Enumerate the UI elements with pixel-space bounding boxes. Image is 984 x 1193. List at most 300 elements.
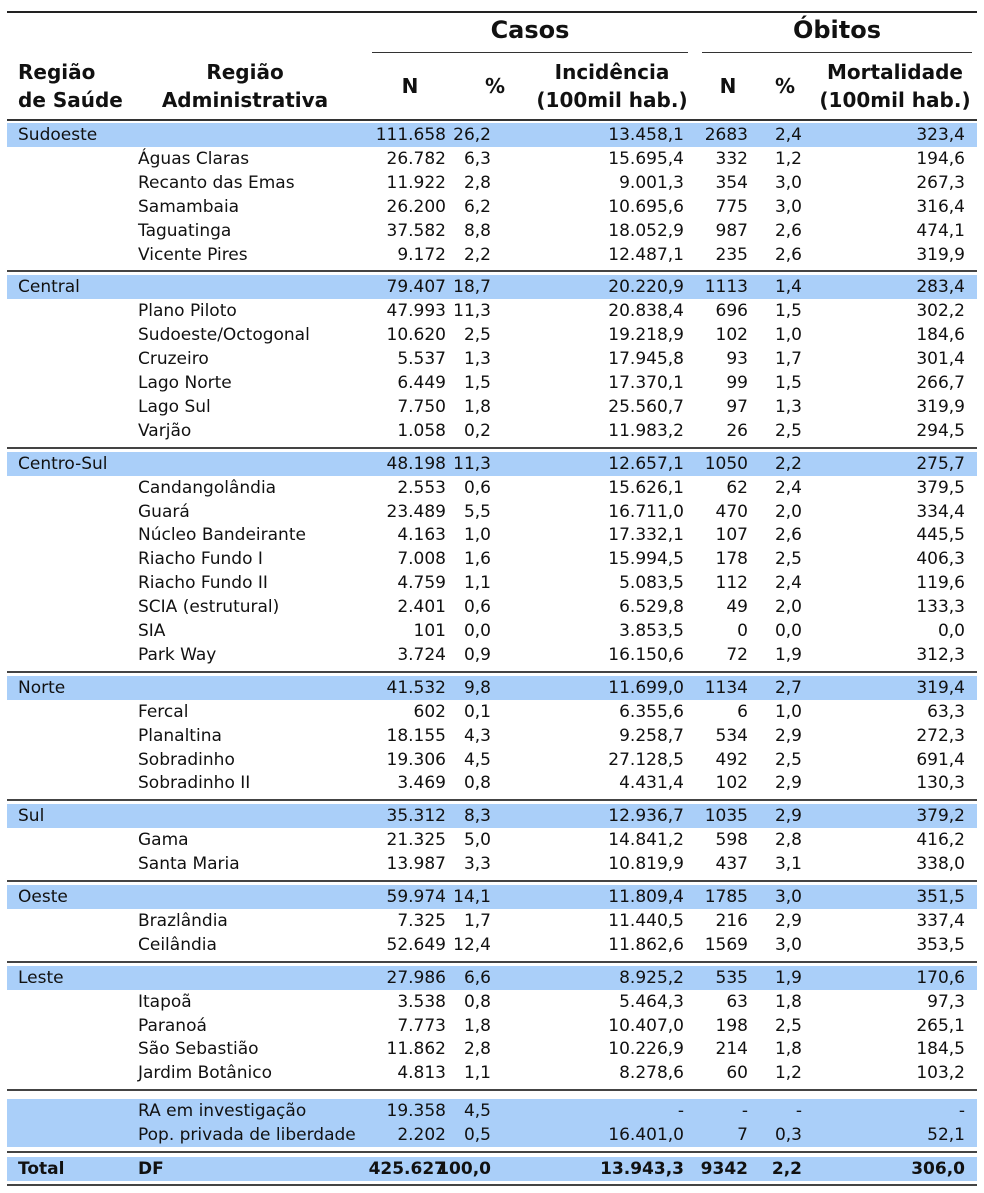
cell-on: 696 [715, 301, 748, 322]
cell-regiao-administrativa: Santa Maria [138, 854, 240, 875]
cell-on: 987 [715, 220, 748, 241]
cell-pct: 26,2 [453, 125, 491, 145]
cell-inc: 11.809,4 [608, 887, 684, 907]
cell-pct: 4,5 [463, 749, 491, 770]
cell-inc: 11.440,5 [608, 910, 684, 931]
cell-on: 492 [715, 749, 748, 770]
group-separator [7, 1184, 977, 1186]
cell-mort: 52,1 [927, 1125, 965, 1146]
cell-on: 102 [715, 773, 748, 794]
cell-n: 11.862 [386, 1039, 446, 1060]
cell-on: 775 [715, 196, 748, 217]
cell-op: 3,0 [774, 887, 802, 907]
table-row [7, 419, 977, 443]
table-row [7, 171, 977, 195]
cell-mort: 0,0 [937, 621, 965, 641]
cell-inc: 15.994,5 [608, 549, 684, 570]
cell-inc: 9.258,7 [619, 725, 684, 746]
cell-on: 107 [715, 525, 748, 546]
cell-on: 1050 [704, 453, 748, 474]
cell-op: 0,3 [774, 1125, 802, 1146]
cell-mort: 267,3 [916, 172, 965, 193]
table-row [7, 243, 977, 267]
cell-n: 13.987 [386, 854, 446, 875]
table-row [7, 1061, 977, 1085]
cell-n: 52.649 [386, 934, 446, 955]
cell-inc: 20.220,9 [608, 277, 684, 298]
cell-op: 1,7 [774, 349, 802, 370]
cell-n: 2.401 [397, 597, 446, 618]
cell-inc: 8.278,6 [619, 1063, 684, 1084]
col-header-mortalidade: Mortalidade (100mil hab.) [819, 60, 971, 112]
cell-inc: 18.052,9 [608, 220, 684, 241]
cell-inc: 25.560,7 [608, 396, 684, 417]
cell-op: 2,5 [774, 749, 802, 770]
cell-pct: 11,3 [453, 453, 491, 474]
cell-on: 178 [715, 549, 748, 570]
table-row [7, 347, 977, 371]
cell-n: 26.200 [386, 196, 446, 217]
cell-inc: 11.862,6 [608, 934, 684, 955]
cell-inc: 6.529,8 [619, 597, 684, 618]
cell-mort: 194,6 [916, 148, 965, 169]
cell-pct: 2,8 [463, 1039, 491, 1060]
cell-on: 112 [715, 573, 748, 594]
cell-on: 470 [715, 501, 748, 522]
cell-regiao-administrativa: Riacho Fundo I [138, 549, 263, 570]
col-header-regiao-saude: Região de Saúde [18, 60, 123, 112]
cell-mort: 319,9 [916, 396, 965, 417]
region-summary-row [7, 885, 977, 909]
cell-op: 0,0 [774, 621, 802, 641]
cell-mort: 445,5 [916, 525, 965, 546]
cell-n: 7.325 [397, 910, 446, 931]
cell-regiao-administrativa: Riacho Fundo II [138, 573, 268, 594]
cell-on: 60 [726, 1063, 748, 1084]
cell-mort: 338,0 [916, 854, 965, 875]
cell-n: 18.155 [386, 725, 446, 746]
cell-inc: 8.925,2 [619, 967, 684, 988]
cell-n: 48.198 [386, 453, 446, 474]
cell-on: 437 [715, 854, 748, 875]
cell-n: 1.058 [397, 420, 446, 441]
cell-pct: 0,5 [463, 1125, 491, 1146]
group-separator [7, 1151, 977, 1153]
cell-pct: 1,1 [463, 573, 491, 594]
cell-op: 3,0 [774, 934, 802, 955]
cell-op: 2,6 [774, 244, 802, 265]
table-row [7, 219, 977, 243]
cell-regiao-administrativa: Gama [138, 830, 189, 851]
cell-pct: 2,8 [463, 172, 491, 193]
col-header-incidencia: Incidência (100mil hab.) [536, 60, 688, 112]
cell-inc: 17.945,8 [608, 349, 684, 370]
cell-mort: 379,2 [916, 806, 965, 827]
cell-n: 11.922 [386, 172, 446, 193]
table-row [7, 1037, 977, 1061]
cell-on: 598 [715, 830, 748, 851]
cell-inc: 9.001,3 [619, 172, 684, 193]
table-row [7, 852, 977, 876]
cell-regiao-administrativa: Sobradinho II [138, 773, 251, 794]
table-row [7, 724, 977, 748]
cell-regiao-administrativa: SCIA (estrutural) [138, 597, 280, 618]
cell-pct: 6,2 [463, 196, 491, 217]
cell-op: 1,9 [774, 644, 802, 665]
cell-op: 2,4 [774, 573, 802, 594]
cell-op: 3,0 [774, 196, 802, 217]
cell-n: 101 [413, 621, 446, 641]
cell-inc: 10.819,9 [608, 854, 684, 875]
cell-on: 534 [715, 725, 748, 746]
table-row [7, 909, 977, 933]
cell-on: 1113 [704, 277, 748, 298]
cell-op: 1,4 [774, 277, 802, 298]
cell-op: 3,0 [774, 172, 802, 193]
cell-op: - [795, 1101, 802, 1122]
cell-mort: 306,0 [911, 1159, 965, 1179]
cell-regiao-saude: Leste [18, 967, 64, 988]
cell-regiao-administrativa: Taguatinga [138, 220, 232, 241]
cell-n: 4.163 [397, 525, 446, 546]
cell-regiao-saude: Sul [18, 806, 45, 827]
region-summary-row [7, 1123, 977, 1147]
table-row [7, 395, 977, 419]
cell-mort: 97,3 [927, 991, 965, 1012]
cell-pct: 14,1 [453, 887, 491, 907]
cell-inc: 10.407,0 [608, 1015, 684, 1036]
table-row [7, 990, 977, 1014]
cell-op: 1,5 [774, 301, 802, 322]
table-row [7, 1014, 977, 1038]
cell-n: 3.469 [397, 773, 446, 794]
cell-inc: 16.401,0 [608, 1125, 684, 1146]
cell-mort: 323,4 [916, 125, 965, 145]
cell-pct: 18,7 [453, 277, 491, 298]
cell-op: 2,2 [774, 453, 802, 474]
cell-n: 3.538 [397, 991, 446, 1012]
cell-mort: 63,3 [927, 701, 965, 722]
cell-regiao-administrativa: Sudoeste/Octogonal [138, 325, 310, 346]
cell-regiao-administrativa: Vicente Pires [138, 244, 248, 265]
cell-on: 1035 [704, 806, 748, 827]
cell-pct: 6,3 [463, 148, 491, 169]
cell-mort: 312,3 [916, 644, 965, 665]
cell-op: 1,0 [774, 325, 802, 346]
cell-regiao-administrativa: Planaltina [138, 725, 222, 746]
cell-inc: 14.841,2 [608, 830, 684, 851]
cell-n: 7.750 [397, 396, 446, 417]
region-summary-row [7, 966, 977, 990]
table-row [7, 595, 977, 619]
cell-mort: 272,3 [916, 725, 965, 746]
cell-pct: 1,0 [463, 525, 491, 546]
cell-n: 7.008 [397, 549, 446, 570]
group-separator [7, 270, 977, 272]
cell-regiao-saude: Central [18, 277, 80, 298]
cell-inc: 20.838,4 [608, 301, 684, 322]
region-summary-row [7, 1099, 977, 1123]
cell-regiao-administrativa: Paranoá [138, 1015, 207, 1036]
cell-on: 93 [726, 349, 748, 370]
cell-inc: 12.657,1 [608, 453, 684, 474]
table-row [7, 643, 977, 667]
cell-regiao-saude: Sudoeste [18, 125, 98, 145]
region-summary-row [7, 804, 977, 828]
cell-mort: 334,4 [916, 501, 965, 522]
cell-inc: 15.695,4 [608, 148, 684, 169]
cell-pct: 1,3 [463, 349, 491, 370]
cell-inc: 12.936,7 [608, 806, 684, 827]
cell-regiao-administrativa: DF [138, 1159, 164, 1179]
group-separator [7, 671, 977, 673]
cell-regiao-saude: Centro-Sul [18, 453, 108, 474]
col-header-obitos-n: N [719, 74, 737, 98]
cell-inc: 16.150,6 [608, 644, 684, 665]
header-bottom-rule [7, 119, 977, 121]
cell-pct: 0,6 [463, 477, 491, 498]
cell-inc: 15.626,1 [608, 477, 684, 498]
cell-inc: 10.695,6 [608, 196, 684, 217]
cell-on: 1785 [704, 887, 748, 907]
cell-pct: 12,4 [453, 934, 491, 955]
cell-op: 2,8 [774, 830, 802, 851]
cell-n: 111.658 [375, 125, 446, 145]
cell-mort: 103,2 [916, 1063, 965, 1084]
cell-on: 354 [715, 172, 748, 193]
total-row [7, 1157, 977, 1181]
cell-pct: 100,0 [437, 1159, 491, 1179]
cell-on: 9342 [700, 1159, 748, 1179]
cell-pct: 1,1 [463, 1063, 491, 1084]
cell-inc: 17.370,1 [608, 373, 684, 393]
cell-op: 2,4 [774, 477, 802, 498]
cell-mort: 265,1 [916, 1015, 965, 1036]
region-summary-row [7, 452, 977, 476]
cell-mort: 337,4 [916, 910, 965, 931]
cell-inc: 3.853,5 [619, 621, 684, 641]
cell-regiao-administrativa: Águas Claras [138, 148, 250, 169]
table-row [7, 476, 977, 500]
group-separator [7, 961, 977, 963]
cell-pct: 1,5 [463, 373, 491, 393]
cell-op: 1,2 [774, 148, 802, 169]
cell-regiao-administrativa: Guará [138, 501, 190, 522]
table-row [7, 323, 977, 347]
cell-inc: 13.458,1 [608, 125, 684, 145]
cell-on: 535 [715, 967, 748, 988]
table-row [7, 571, 977, 595]
cell-inc: 4.431,4 [619, 773, 684, 794]
cell-mort: 302,2 [916, 301, 965, 322]
table-row [7, 299, 977, 323]
cell-n: 5.537 [397, 349, 446, 370]
cell-pct: 0,2 [463, 420, 491, 441]
cell-regiao-administrativa: Núcleo Bandeirante [138, 525, 306, 546]
cell-inc: 5.083,5 [619, 573, 684, 594]
cell-op: 2,5 [774, 420, 802, 441]
cell-regiao-saude: Oeste [18, 887, 68, 907]
cell-regiao-administrativa: Sobradinho [138, 749, 235, 770]
cell-n: 4.759 [397, 573, 446, 594]
cell-regiao-administrativa: Lago Sul [138, 396, 211, 417]
cell-on: 7 [737, 1125, 748, 1146]
cell-regiao-administrativa: Samambaia [138, 196, 240, 217]
cell-op: 2,7 [774, 677, 802, 698]
cell-on: 1569 [704, 934, 748, 955]
cell-pct: 1,8 [463, 396, 491, 417]
cell-mort: 130,3 [916, 773, 965, 794]
cell-regiao-administrativa: Plano Piloto [138, 301, 237, 322]
region-summary-row [7, 676, 977, 700]
cell-regiao-administrativa: Lago Norte [138, 373, 232, 393]
cell-pct: 11,3 [453, 301, 491, 322]
cell-n: 6.449 [397, 373, 446, 393]
cell-mort: 283,4 [916, 277, 965, 298]
cell-pct: 1,6 [463, 549, 491, 570]
group-separator [7, 1089, 977, 1091]
cell-inc: 12.487,1 [608, 244, 684, 265]
table-row [7, 147, 977, 171]
cell-op: 1,5 [774, 373, 802, 393]
cell-inc: 10.226,9 [608, 1039, 684, 1060]
cell-mort: 406,3 [916, 549, 965, 570]
cell-pct: 1,7 [463, 910, 491, 931]
table-row [7, 748, 977, 772]
cell-mort: 184,6 [916, 325, 965, 346]
table-top-rule [7, 11, 977, 13]
cell-regiao-administrativa: Candangolândia [138, 477, 277, 498]
cell-regiao-administrativa: Varjão [138, 420, 192, 441]
cell-n: 19.306 [386, 749, 446, 770]
cell-n: 4.813 [397, 1063, 446, 1084]
group-separator [7, 880, 977, 882]
cell-pct: 2,2 [463, 244, 491, 265]
cell-n: 37.582 [386, 220, 446, 241]
cell-pct: 6,6 [463, 967, 491, 988]
cell-regiao-saude: Norte [18, 677, 66, 698]
cell-regiao-administrativa: Ceilândia [138, 934, 217, 955]
cell-regiao-administrativa: Cruzeiro [138, 349, 209, 370]
cell-on: 62 [726, 477, 748, 498]
cell-op: 3,1 [774, 854, 802, 875]
cell-mort: 275,7 [916, 453, 965, 474]
cell-op: 1,9 [774, 967, 802, 988]
col-header-obitos-pct: % [774, 74, 796, 98]
table-row [7, 933, 977, 957]
cell-n: 41.532 [386, 677, 446, 698]
cell-n: 23.489 [386, 501, 446, 522]
cell-pct: 4,3 [463, 725, 491, 746]
cell-on: 63 [726, 991, 748, 1012]
cell-inc: 17.332,1 [608, 525, 684, 546]
cell-on: 216 [715, 910, 748, 931]
cell-pct: 8,3 [463, 806, 491, 827]
cell-mort: 474,1 [916, 220, 965, 241]
cell-n: 9.172 [397, 244, 446, 265]
cell-op: 2,5 [774, 549, 802, 570]
table-row [7, 500, 977, 524]
group-header-casos: Casos [490, 16, 570, 44]
cell-regiao-administrativa: Recanto das Emas [138, 172, 295, 193]
cell-n: 79.407 [386, 277, 446, 298]
cell-pct: 5,5 [463, 501, 491, 522]
cell-pct: 4,5 [463, 1101, 491, 1122]
table-row [7, 195, 977, 219]
cell-pct: 0,9 [463, 644, 491, 665]
cell-regiao-administrativa: Pop. privada de liberdade [138, 1125, 356, 1146]
cell-n: 7.773 [397, 1015, 446, 1036]
group-header-obitos: Óbitos [792, 16, 882, 44]
cell-on: 214 [715, 1039, 748, 1060]
cell-n: 59.974 [386, 887, 446, 907]
group-rule-obitos [702, 52, 972, 53]
cell-mort: 301,4 [916, 349, 965, 370]
cell-op: 2,5 [774, 1015, 802, 1036]
cell-on: 97 [726, 396, 748, 417]
cell-regiao-administrativa: SIA [138, 621, 166, 641]
table-row [7, 547, 977, 571]
cell-mort: 319,4 [916, 677, 965, 698]
cell-n: 26.782 [386, 148, 446, 169]
cell-op: 1,8 [774, 1039, 802, 1060]
cell-on: 72 [726, 644, 748, 665]
cell-op: 1,2 [774, 1063, 802, 1084]
cell-inc: 13.943,3 [600, 1159, 684, 1179]
cell-pct: 1,8 [463, 1015, 491, 1036]
cell-mort: 353,5 [916, 934, 965, 955]
cell-regiao-administrativa: Itapoã [138, 991, 192, 1012]
cell-n: 2.553 [397, 477, 446, 498]
cell-n: 2.202 [397, 1125, 446, 1146]
col-header-casos-n: N [401, 74, 419, 98]
cell-n: 19.358 [386, 1101, 446, 1122]
cell-n: 35.312 [386, 806, 446, 827]
cell-inc: 11.983,2 [608, 420, 684, 441]
cell-op: 1,8 [774, 991, 802, 1012]
col-header-casos-pct: % [484, 74, 506, 98]
cell-op: 2,9 [774, 725, 802, 746]
cell-inc: 16.711,0 [608, 501, 684, 522]
cell-regiao-administrativa: Brazlândia [138, 910, 228, 931]
cell-pct: 0,6 [463, 597, 491, 618]
cell-on: 2683 [704, 125, 748, 145]
table-row [7, 771, 977, 795]
cell-n: 10.620 [386, 325, 446, 346]
cell-op: 1,0 [774, 701, 802, 722]
cell-mort: 316,4 [916, 196, 965, 217]
cell-on: - [741, 1101, 748, 1122]
cell-regiao-saude: Total [18, 1159, 65, 1179]
cell-pct: 3,3 [463, 854, 491, 875]
cell-mort: 133,3 [916, 597, 965, 618]
cell-on: 198 [715, 1015, 748, 1036]
cell-on: 99 [726, 373, 748, 393]
cell-op: 2,6 [774, 220, 802, 241]
cell-mort: 294,5 [916, 420, 965, 441]
cell-op: 2,9 [774, 806, 802, 827]
group-separator [7, 447, 977, 449]
cell-mort: 351,5 [916, 887, 965, 907]
cell-op: 1,3 [774, 396, 802, 417]
cell-pct: 0,0 [463, 621, 491, 641]
cell-n: 3.724 [397, 644, 446, 665]
cell-mort: 119,6 [916, 573, 965, 594]
cell-on: 1134 [704, 677, 748, 698]
cell-op: 2,4 [774, 125, 802, 145]
cell-n: 47.993 [386, 301, 446, 322]
cell-pct: 8,8 [463, 220, 491, 241]
